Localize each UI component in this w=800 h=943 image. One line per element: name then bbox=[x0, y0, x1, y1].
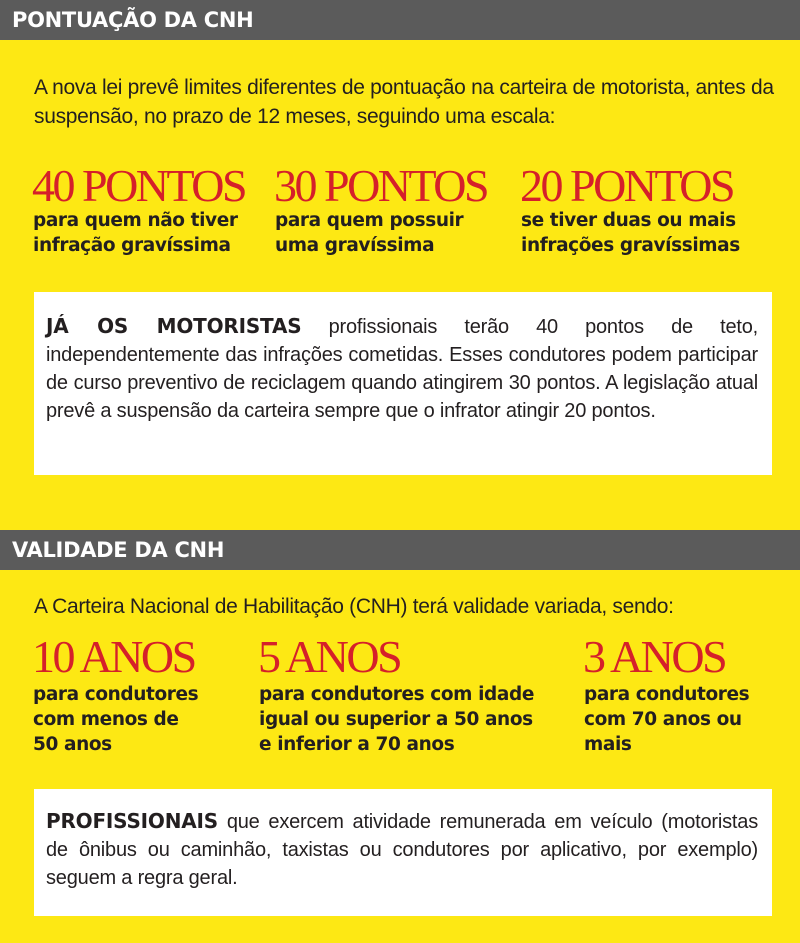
info-box-text: PROFISSIONAIS que exercem atividade remunerada em veículo (motoristas de ônibus ou caminhão, taxistas ou condutores por aplicativo, por exemplo) seguem a regra geral. bbox=[46, 809, 758, 889]
validity-value-3: 3 ANOS bbox=[583, 631, 726, 682]
validity-desc-10: para condutores com menos de 50 anos bbox=[33, 684, 199, 755]
points-desc-20: se tiver duas ou mais infrações gravíssimas bbox=[521, 210, 740, 256]
points-desc-30: para quem possuir uma gravíssima bbox=[275, 210, 464, 256]
section-intro: A nova lei prevê limites diferentes de pontuação na carteira de motorista, antes da suspensão, no prazo de 12 meses, seguindo uma escala: bbox=[34, 76, 774, 128]
section-intro: A Carteira Nacional de Habilitação (CNH) terá validade variada, sendo: bbox=[34, 595, 674, 618]
validity-desc-3: para condutores com 70 anos ou mais bbox=[584, 684, 750, 755]
info-box-profissionais bbox=[34, 789, 772, 916]
section-title: VALIDADE DA CNH bbox=[12, 538, 225, 562]
info-box-text: JÁ OS MOTORISTAS profissionais terão 40 pontos de teto, independentemente das infrações cometidas. Esses condutores podem participar de curso preventivo de reciclagem quando atingirem 30 pontos. A legislação atual prevê a suspensão da carteira sempre que o infrator atingir 20 pontos. bbox=[46, 314, 759, 422]
section-header-validade bbox=[0, 530, 800, 570]
section-title: PONTUAÇÃO DA CNH bbox=[12, 8, 254, 32]
validity-value-5: 5 ANOS bbox=[258, 631, 401, 682]
points-value-30: 30 PONTOS bbox=[274, 160, 488, 211]
info-box-lead: JÁ OS MOTORISTAS bbox=[46, 314, 302, 338]
points-value-40: 40 PONTOS bbox=[32, 160, 246, 211]
info-box-motoristas bbox=[34, 292, 772, 475]
points-value-20: 20 PONTOS bbox=[520, 160, 734, 211]
info-box-lead: PROFISSIONAIS bbox=[46, 809, 218, 833]
validity-value-10: 10 ANOS bbox=[32, 631, 195, 682]
points-desc-40: para quem não tiver infração gravíssima bbox=[33, 210, 238, 256]
validity-desc-5: para condutores com idade igual ou superior a 50 anos e inferior a 70 anos bbox=[259, 684, 534, 755]
section-header-pontuacao bbox=[0, 0, 800, 40]
